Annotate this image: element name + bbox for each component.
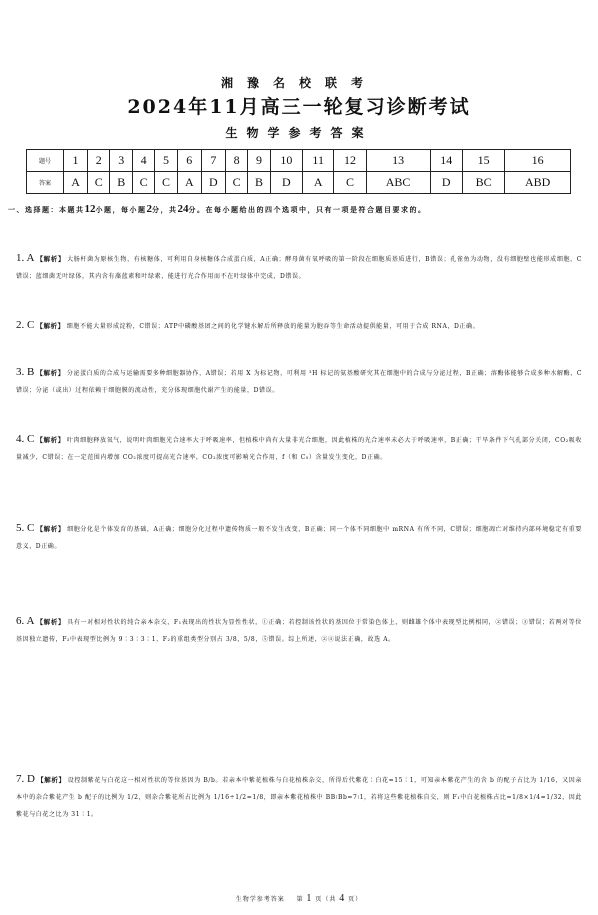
answer-explanation: 4. C 【解析】 叶肉细胞释放氧气，说明叶肉细胞光合速率大于呼吸速率，但植株中尚有大量非光合细胞，因此植株的光合速率未必大于呼吸速率，B正确；干旱条件下气孔部分关闭，CO₂吸收量减少，C错误；在一定范围内增加 CO₂浓度可提高光合速率，CO₂浓度可影响光合作用，f（和 C₅）含量发生变化，D正确。 bbox=[16, 433, 582, 461]
answer-cell: C bbox=[88, 172, 110, 194]
exam-subtitle: 生物学参考答案 bbox=[225, 126, 373, 140]
answer-cell: C bbox=[155, 172, 177, 194]
answer-cell: B bbox=[248, 172, 270, 194]
question-number-cell: 10 bbox=[270, 150, 302, 172]
answer-cell: D bbox=[430, 172, 462, 194]
answer-explanation: 3. B 【解析】 分泌蛋白质的合成与运输需要多种细胞器协作，A错误；若用 X 为标记物，可利用 ³H 标记的氨基酸研究其在细胞中的合成与分泌过程，B正确；溶酶体能够合成多种水解酶，C错误；分泌（或出）过程依赖于细胞膜的流动性，充分体现细胞代谢产生的能量，D错误。 bbox=[16, 366, 583, 394]
question-number-cell: 7 bbox=[201, 150, 225, 172]
answer-cell: C bbox=[225, 172, 247, 194]
answer-cell: D bbox=[270, 172, 302, 194]
answer-explanation: 6. A 【解析】 具有一对相对性状的纯合亲本杂交，F₁表现出的性状为显性性状，①正确；若控制该性状的基因位于常染色体上，则雌雄个体中表现型比例相同，②错误；③错误；若两对等位基因独立遗传，F₂中表现型比例为 9∶3∶3∶1，F₂的重组类型分别占 3/8，5/8，⑤错误。综上所述，②④说法正确，故选 A。 bbox=[16, 615, 583, 643]
row-label-number: 题号 bbox=[27, 150, 64, 172]
question-number-cell: 15 bbox=[462, 150, 504, 172]
answer-cell: A bbox=[303, 172, 334, 194]
question-number-cell: 14 bbox=[430, 150, 462, 172]
answer-cell: A bbox=[177, 172, 201, 194]
question-number-cell: 16 bbox=[505, 150, 571, 172]
answer-table-answer-row bbox=[27, 172, 571, 194]
answer-explanation: 5. C 【解析】 细胞分化是个体发育的基础，A正确；细胞分化过程中遗传物质一般不发生改变，B正确；同一个体不同细胞中 mRNA 有所不同，C错误；细胞凋亡对维持内部环境稳定有重要意义，D正确。 bbox=[16, 522, 582, 550]
answer-table-number-row bbox=[27, 150, 571, 172]
question-number-cell: 2 bbox=[88, 150, 110, 172]
question-number-cell: 6 bbox=[177, 150, 201, 172]
question-number-cell: 3 bbox=[110, 150, 132, 172]
question-number-cell: 9 bbox=[248, 150, 270, 172]
answer-explanation: 2. C 【解析】 细胞不能大量形成淀粉，C错误；ATP中磷酸基团之间的化学键水解后所释放的能量为胞吞等生命活动提供能量，可用于合成 RNA，D正确。 bbox=[16, 319, 480, 331]
question-number-cell: 8 bbox=[225, 150, 247, 172]
row-label-answer: 答案 bbox=[27, 172, 64, 194]
answer-explanation: 7. D 【解析】 设控制紫花与白花这一相对性状的等位基因为 B/b。若亲本中紫花植株与白花植株杂交，所得后代紫花∶白花=15∶1，可知亲本紫花产生的含 b 的配子占比为 1/16，又因亲本中的杂合紫花产生 b 配子的比例为 1/2，则杂合紫花所占比例为 1/16÷1/2=1/8，即亲本紫花植株中 BB∶Bb=7∶1，若将这些紫花植株自交，则 F₁中白花植株占比=1/8×1/4=1/32，因此紫花与白花之比为 31∶1。 bbox=[16, 773, 582, 818]
answer-cell: ABD bbox=[505, 172, 571, 194]
question-number-cell: 5 bbox=[155, 150, 177, 172]
question-number-cell: 4 bbox=[132, 150, 154, 172]
answer-cell: C bbox=[132, 172, 154, 194]
answer-table bbox=[26, 149, 571, 194]
answer-cell: D bbox=[201, 172, 225, 194]
section-heading: 一、选择题：本题共12小题，每小题2分，共24分。在每小题给出的四个选项中，只有一项是符合题目要求的。 bbox=[8, 203, 427, 215]
question-number-cell: 1 bbox=[64, 150, 88, 172]
question-number-cell: 11 bbox=[303, 150, 334, 172]
answer-cell: A bbox=[64, 172, 88, 194]
answer-cell: BC bbox=[462, 172, 504, 194]
answer-cell: ABC bbox=[366, 172, 430, 194]
exam-title: 2024年11月高三一轮复习诊断考试 bbox=[127, 96, 471, 118]
question-number-cell: 12 bbox=[334, 150, 366, 172]
answer-explanation: 1. A 【解析】 大肠杆菌为原核生物，有核糖体，可利用自身核糖体合成蛋白质，A正确；酵母菌有氧呼吸的第一阶段在细胞质基质进行，B错误；孔雀鱼为动物，没有细胞壁也能形成细胞，C错误；蓝细菌无叶绿体，其内含有藻蓝素和叶绿素，能进行光合作用而不在叶绿体中完成，D错误。 bbox=[16, 252, 583, 280]
answer-cell: C bbox=[334, 172, 366, 194]
exam-organizer: 湘豫名校联考 bbox=[220, 76, 377, 90]
page-footer: 生物学参考答案 第 1 页（共 4 页） bbox=[235, 893, 363, 904]
answer-cell: B bbox=[110, 172, 132, 194]
question-number-cell: 13 bbox=[366, 150, 430, 172]
